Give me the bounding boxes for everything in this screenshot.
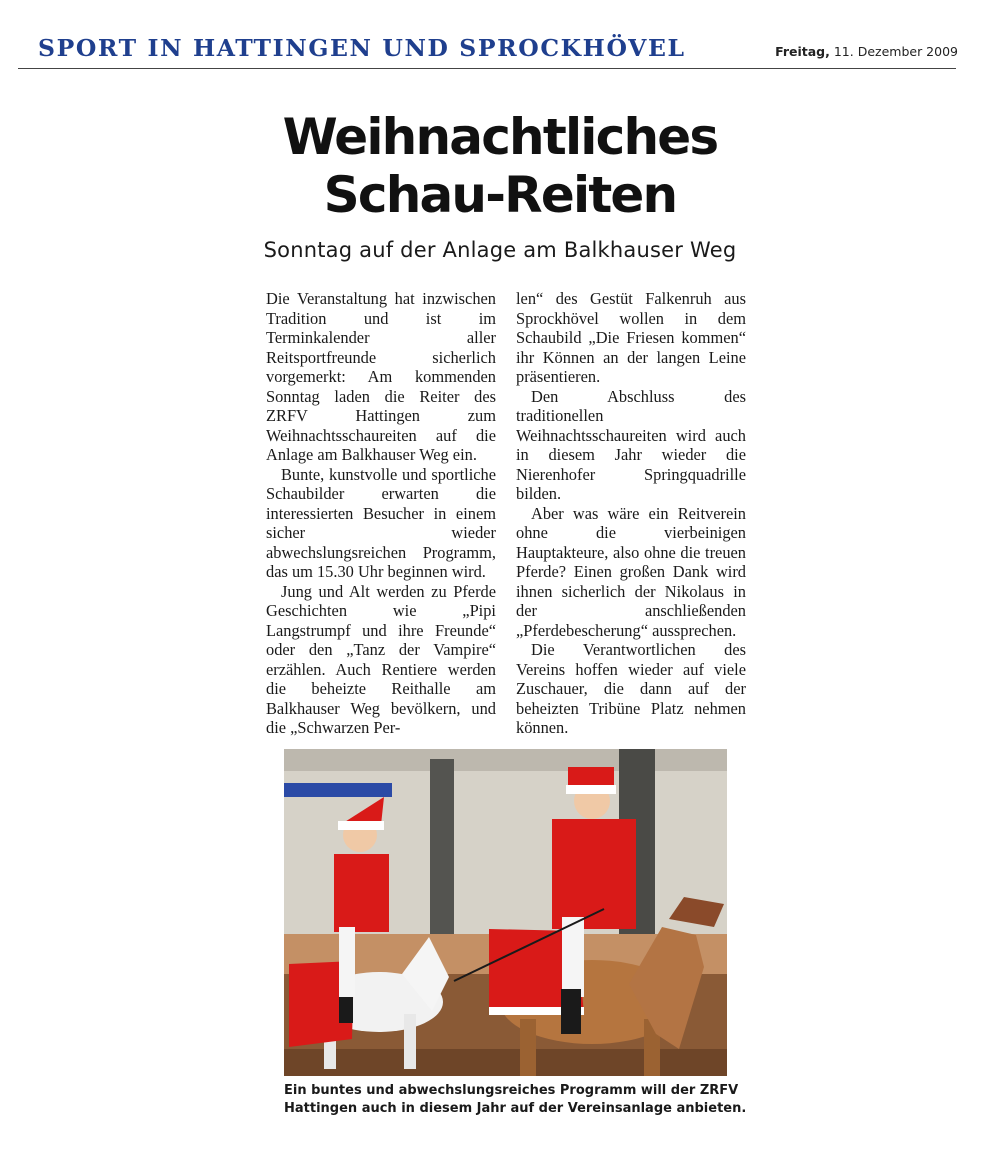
- paragraph: Aber was wäre ein Reitverein ohne die vierbeinigen Hauptakteure, also ohne die treuen Pferde? Einen großen Dank wird ihnen sicherlich der Nikolaus in der anschließenden „Pferdebescherung“ aussprechen.: [516, 503, 746, 640]
- riders-photo-illustration: [284, 749, 727, 1076]
- caption-line-2: Hattingen auch in diesem Jahr auf der Vereinsanlage anbieten.: [284, 1101, 747, 1116]
- paragraph: Den Abschluss des traditionellen Weihnachtsschaureiten wird auch in diesem Jahr wieder die Nierenhofer Springquadrille bilden.: [516, 386, 746, 503]
- paragraph: Die Veranstaltung hat inzwischen Tradition und ist im Terminkalender aller Reitsportfreunde sicherlich vorgemerkt: Am kommenden Sonntag laden die Reiter des ZRFV Hattingen zum Weihnachtsschaureiten auf die Anlage am Balkhauser Weg ein.: [266, 289, 496, 464]
- masthead-rule: [18, 68, 956, 69]
- paragraph: len“ des Gestüt Falkenruh aus Sprockhövel wollen in dem Schaubild „Die Friesen kommen“ ihr Können an der langen Leine präsentieren.: [516, 289, 746, 386]
- section-masthead: SPORT IN HATTINGEN UND SPROCKHÖVEL: [38, 34, 686, 62]
- paragraph: Jung und Alt werden zu Pferde Geschichten wie „Pipi Langstrumpf und ihre Freunde“ oder den „Tanz der Vampire“ erzählen. Auch Rentiere werden die beheizte Reithalle am Balkhauser Weg bevölkern, und die „Schwarzen Per-: [266, 581, 496, 737]
- paragraph: Die Verantwortlichen des Vereins hoffen wieder auf viele Zuschauer, die dann auf der beheizten Tribüne Platz nehmen können.: [516, 640, 746, 737]
- article-headline: [0, 108, 1000, 224]
- publication-date: [775, 44, 958, 59]
- article-subhead: Sonntag auf der Anlage am Balkhauser Weg: [263, 238, 737, 262]
- headline-line-2: Schau-Reiten: [323, 166, 677, 224]
- photo-caption: [284, 1082, 747, 1118]
- date-weekday: Freitag,: [775, 44, 830, 59]
- article-photo: [284, 749, 727, 1076]
- date-value: 11. Dezember 2009: [833, 44, 958, 59]
- headline-line-1: Weihnachtliches: [282, 108, 718, 166]
- paragraph: Bunte, kunstvolle und sportliche Schaubilder erwarten die interessierten Besucher in einem sicher wieder abwechslungsreichen Programm, das um 15.30 Uhr beginnen wird.: [266, 464, 496, 581]
- caption-line-1: Ein buntes und abwechslungsreiches Programm will der ZRFV: [284, 1083, 739, 1098]
- article-column-1: [266, 289, 496, 738]
- article-column-2: [516, 289, 746, 738]
